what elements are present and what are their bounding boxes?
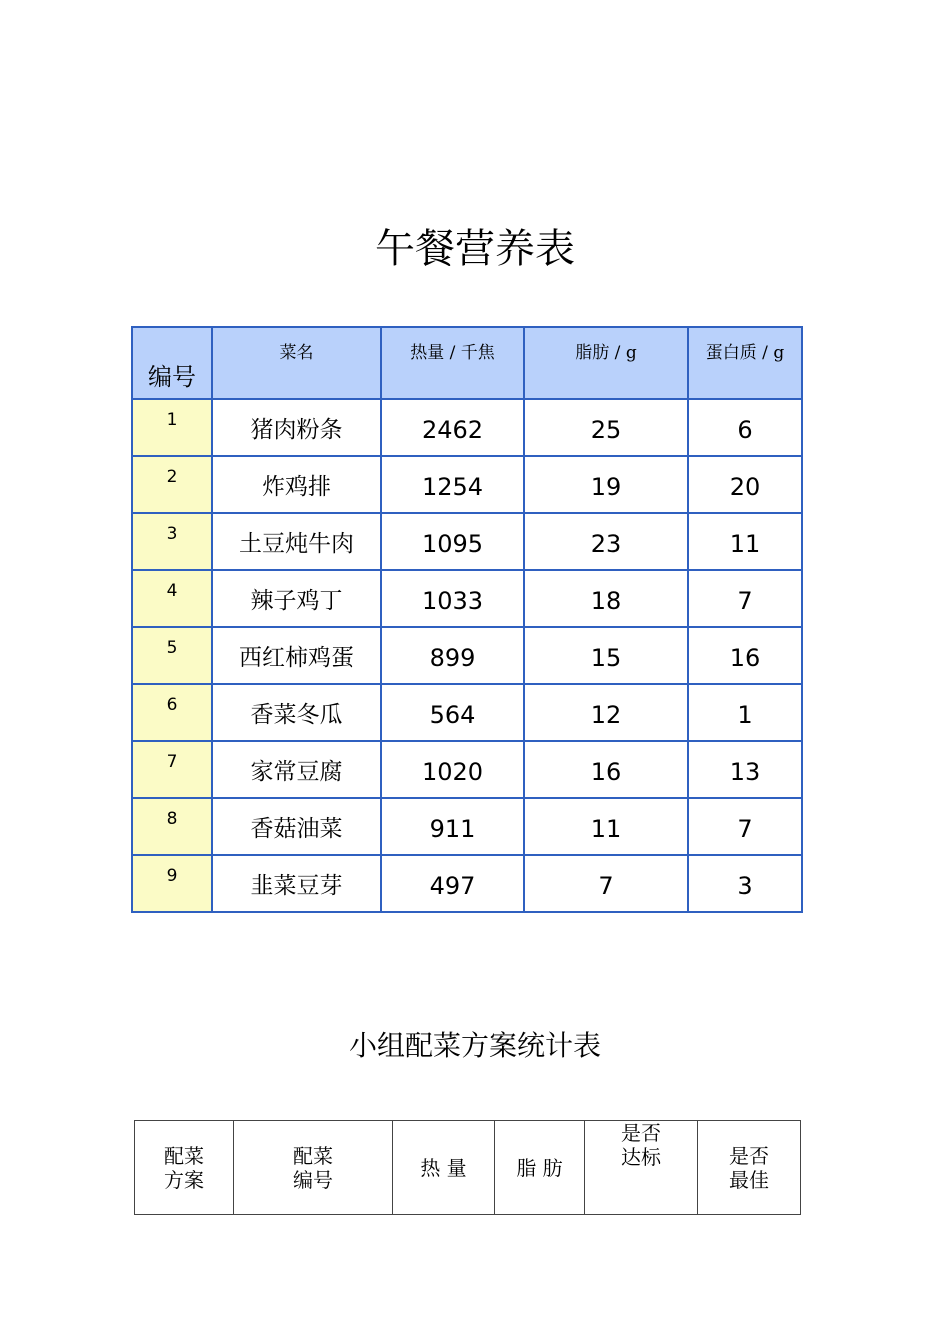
row-protein-cell: 1 bbox=[688, 684, 802, 741]
row-fat-cell: 25 bbox=[524, 399, 688, 456]
group-plan-table bbox=[134, 1120, 801, 1215]
table-row bbox=[132, 855, 802, 912]
row-calories-cell: 564 bbox=[381, 684, 524, 741]
row-calories-cell: 1095 bbox=[381, 513, 524, 570]
row-fat-cell: 11 bbox=[524, 798, 688, 855]
row-calories-cell: 2462 bbox=[381, 399, 524, 456]
row-protein-cell: 7 bbox=[688, 570, 802, 627]
row-name-cell: 香菜冬瓜 bbox=[212, 684, 381, 741]
header-meets-standard: 是否 达标 bbox=[585, 1121, 698, 1215]
row-calories-cell: 1020 bbox=[381, 741, 524, 798]
row-name-cell: 猪肉粉条 bbox=[212, 399, 381, 456]
row-name-cell: 土豆炖牛肉 bbox=[212, 513, 381, 570]
table-row bbox=[132, 456, 802, 513]
header-calories: 热量 / 千焦 bbox=[381, 327, 524, 399]
row-fat-cell: 18 bbox=[524, 570, 688, 627]
row-protein-cell: 11 bbox=[688, 513, 802, 570]
row-fat-cell: 23 bbox=[524, 513, 688, 570]
header-plan-ids: 配菜 编号 bbox=[234, 1121, 393, 1215]
header-plan: 配菜 方案 bbox=[135, 1121, 234, 1215]
header-fat: 脂肪 / g bbox=[524, 327, 688, 399]
row-id-cell: 4 bbox=[132, 570, 212, 627]
page-title: 午餐营养表 bbox=[375, 226, 575, 272]
table-row bbox=[132, 798, 802, 855]
row-name-cell: 香菇油菜 bbox=[212, 798, 381, 855]
row-calories-cell: 1254 bbox=[381, 456, 524, 513]
row-fat-cell: 7 bbox=[524, 855, 688, 912]
row-id-cell: 3 bbox=[132, 513, 212, 570]
table-row bbox=[132, 627, 802, 684]
table-row bbox=[132, 399, 802, 456]
row-id-cell: 5 bbox=[132, 627, 212, 684]
row-fat-cell: 12 bbox=[524, 684, 688, 741]
row-id-cell: 9 bbox=[132, 855, 212, 912]
header-protein: 蛋白质 / g bbox=[688, 327, 802, 399]
row-protein-cell: 7 bbox=[688, 798, 802, 855]
nutrition-table bbox=[131, 326, 803, 913]
table-row bbox=[132, 570, 802, 627]
table-row bbox=[132, 513, 802, 570]
row-id-cell: 7 bbox=[132, 741, 212, 798]
row-name-cell: 西红柿鸡蛋 bbox=[212, 627, 381, 684]
row-protein-cell: 20 bbox=[688, 456, 802, 513]
row-id-cell: 2 bbox=[132, 456, 212, 513]
header-id: 编号 bbox=[132, 327, 212, 399]
row-protein-cell: 6 bbox=[688, 399, 802, 456]
row-name-cell: 辣子鸡丁 bbox=[212, 570, 381, 627]
header-is-best: 是否 最佳 bbox=[698, 1121, 801, 1215]
row-name-cell: 韭菜豆芽 bbox=[212, 855, 381, 912]
row-calories-cell: 1033 bbox=[381, 570, 524, 627]
group-table-title: 小组配菜方案统计表 bbox=[348, 1029, 601, 1062]
header-group-fat: 脂 肪 bbox=[495, 1121, 585, 1215]
row-fat-cell: 16 bbox=[524, 741, 688, 798]
row-id-cell: 6 bbox=[132, 684, 212, 741]
row-calories-cell: 899 bbox=[381, 627, 524, 684]
header-group-calories: 热 量 bbox=[393, 1121, 495, 1215]
header-name: 菜名 bbox=[212, 327, 381, 399]
row-fat-cell: 19 bbox=[524, 456, 688, 513]
row-calories-cell: 497 bbox=[381, 855, 524, 912]
nutrition-header-row bbox=[132, 327, 802, 399]
table-row bbox=[132, 741, 802, 798]
table-row bbox=[132, 684, 802, 741]
row-protein-cell: 16 bbox=[688, 627, 802, 684]
row-fat-cell: 15 bbox=[524, 627, 688, 684]
row-calories-cell: 911 bbox=[381, 798, 524, 855]
row-name-cell: 炸鸡排 bbox=[212, 456, 381, 513]
row-id-cell: 8 bbox=[132, 798, 212, 855]
row-protein-cell: 3 bbox=[688, 855, 802, 912]
row-name-cell: 家常豆腐 bbox=[212, 741, 381, 798]
group-header-row bbox=[135, 1121, 801, 1215]
row-id-cell: 1 bbox=[132, 399, 212, 456]
row-protein-cell: 13 bbox=[688, 741, 802, 798]
